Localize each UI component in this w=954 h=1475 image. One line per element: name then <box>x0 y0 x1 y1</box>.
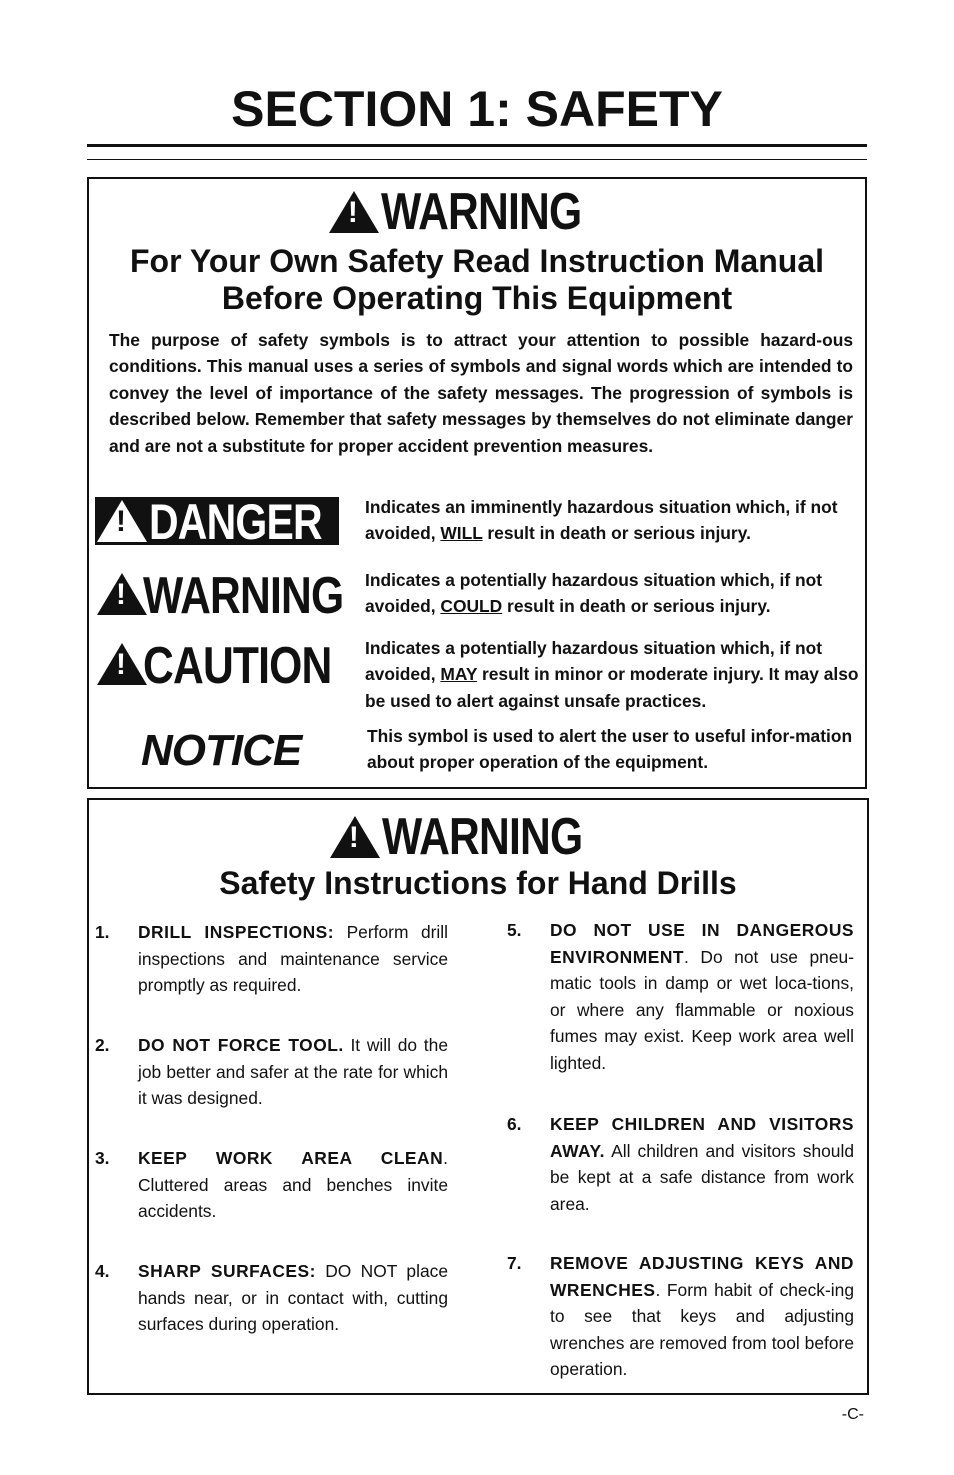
danger-word: DANGER <box>149 494 322 550</box>
caution-description: Indicates a potentially hazardous situation which, if not avoided, MAY result in minor or moderate injury. It may also be used to alert against unsafe practices. <box>365 638 859 711</box>
warning-word: WARNING <box>380 183 582 241</box>
safety-heading-line2: Before Operating This Equipment <box>221 280 733 316</box>
warning-word: WARNING <box>381 808 583 866</box>
warning-word: WARNING <box>143 567 344 625</box>
safety-heading-line1: For Your Own Safety Read Instruction Manual <box>129 243 824 279</box>
hand-drill-instructions-box: ! WARNING Safety Instructions for Hand Drills 1. DRILL INSPECTIONS: Perform drill inspections and maintenance service promptly as required. 2. DO NOT FORCE TOOL. It will do the job better and safer at the rate for which it was designed. 3. KEEP WORK AREA CLEAN. Cluttered areas and benches invite accidents. 4. SHARP SURFACES: DO NOT place hands near, or in contact with, cutting surfaces during operation. 5. DO NOT USE IN DANGEROUS ENVIRONMENT. Do not use pneu-matic tools in damp or wet loca-tions, or where any flammable or noxious fumes may exist. Keep work area well lighted. 6. KEEP CHILDREN AND VISITORS AWAY. All children and visitors should be kept at a safe distance from work area. 7. REMOVE ADJUSTING KEYS AND WRENCHES. Form habit of check-ing to see that keys and adjusting wrenches are removed from tool before operation. <box>87 798 869 1395</box>
danger-triangle-icon <box>97 500 147 542</box>
page-number: -C- <box>841 1406 864 1423</box>
safety-intro-text: The purpose of safety symbols is to attract your attention to possible hazard-ous conditions. This manual uses a series of symbols and signal words which are intended to convey the level of importance of the safety messages. The progression of symbols is described below. Remember that safety messages by themselves do not eliminate danger and are not a substitute for proper accident prevention measures. <box>109 330 853 456</box>
safety-symbols-box <box>87 177 867 789</box>
warning-description: Indicates a potentially hazardous situation which, if not avoided, COULD result in death or serious injury. <box>365 570 823 617</box>
danger-label <box>95 494 339 550</box>
warning-header <box>89 183 865 241</box>
warning-triangle-icon <box>97 573 147 615</box>
warning-header <box>89 808 867 866</box>
notice-description: This symbol is used to alert the user to useful infor-mation about proper operation of the equipment. <box>367 726 853 773</box>
title-rule-thin <box>87 159 867 160</box>
caution-triangle-icon <box>97 643 147 685</box>
notice-word: NOTICE <box>141 726 302 775</box>
section-title: SECTION 1: SAFETY <box>231 81 723 137</box>
warning-label <box>95 567 345 625</box>
warning-triangle-icon <box>330 816 380 858</box>
danger-description: Indicates an imminently hazardous situation which, if not avoided, WILL result in death or serious injury. <box>365 497 838 544</box>
caution-label <box>95 637 345 695</box>
notice-label <box>95 726 345 782</box>
caution-word: CAUTION <box>143 637 332 695</box>
instructions-title: Safety Instructions for Hand Drills <box>219 865 737 901</box>
title-rule-thick <box>87 144 867 147</box>
warning-triangle-icon <box>329 191 379 233</box>
